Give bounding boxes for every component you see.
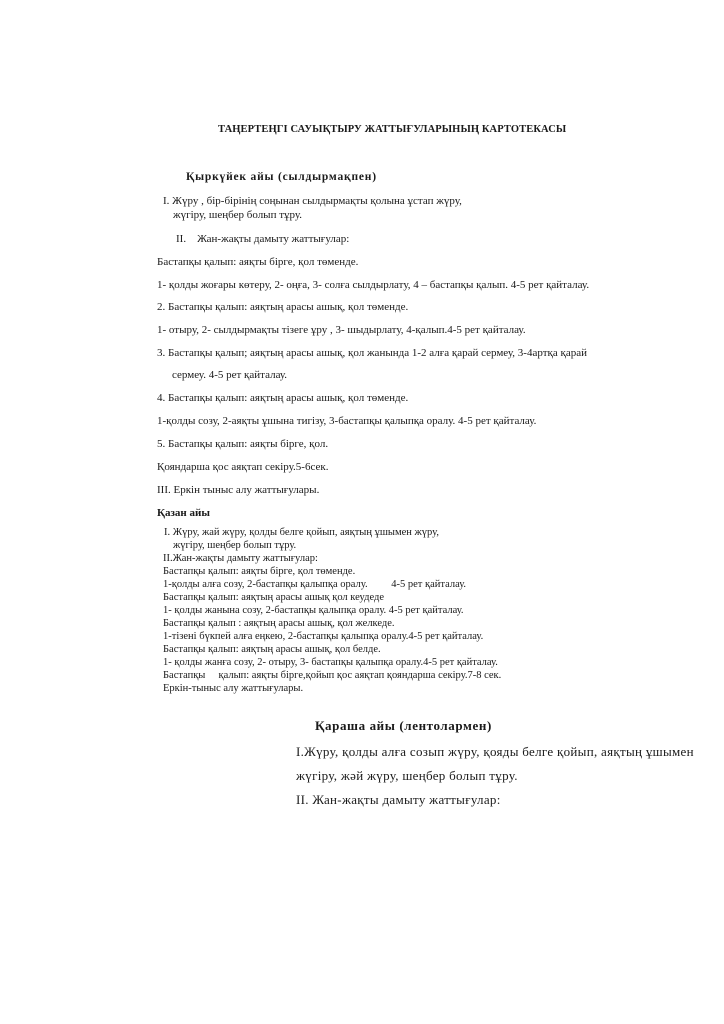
paragraph-line: 1- қолды жанға созу, 2- отыру, 3- бастапқы қалыпқа оралу.4-5 рет қайталау. bbox=[163, 657, 498, 668]
paragraph-line: жүгіру, шеңбер болып тұру. bbox=[173, 209, 303, 221]
paragraph-line: жүгіру, шеңбер болып тұру. bbox=[173, 540, 297, 551]
paragraph-line: 1-қолды алға созу, 2-бастапқы қалыпқа оралу. 4-5 рет қайталау. bbox=[163, 579, 467, 590]
paragraph-line: 1-қолды созу, 2-аяқты ұшына тигізу, 3-бастапқы қалыпқа оралу. 4-5 рет қайталау. bbox=[157, 415, 537, 427]
paragraph-line: Бастапқы қалып: аяқты бірге, қол төменде. bbox=[157, 256, 359, 268]
section-heading-october: Қазан айы bbox=[157, 507, 210, 519]
paragraph-line: Қояндарша қос аяқтап секіру.5-6сек. bbox=[157, 461, 329, 473]
paragraph-line: 2. Бастапқы қалып: аяқтың арасы ашық, қол төменде. bbox=[157, 301, 409, 313]
paragraph-line: 1- қолды жоғары көтеру, 2- оңға, 3- солға сылдырлату, 4 – бастапқы қалып. 4-5 рет қайталау. bbox=[157, 279, 590, 291]
paragraph-line: 1- отыру, 2- сылдырмақты тізеге ұру , 3- шыдырлату, 4-қалып.4-5 рет қайталау. bbox=[157, 324, 526, 336]
paragraph-line: Бастапқы қалып: аяқтың арасы ашық, қол белде. bbox=[163, 644, 381, 655]
paragraph-line: II.Жан-жақты дамыту жаттығулар: bbox=[163, 553, 318, 564]
paragraph-line: I. Жүру, жай жүру, қолды белге қойып, аяқтың ұшымен жүру, bbox=[164, 527, 439, 538]
page-title: ТАҢЕРТЕҢГІ САУЫҚТЫРУ ЖАТТЫҒУЛАРЫНЫҢ КАРТОТЕКАСЫ bbox=[218, 124, 567, 135]
paragraph-line: 5. Бастапқы қалып: аяқты бірге, қол. bbox=[157, 438, 329, 450]
paragraph-line: Бастапқы қалып: аяқтың арасы ашық қол кеудеде bbox=[163, 592, 384, 603]
paragraph-line: Еркін-тыныс алу жаттығулары. bbox=[163, 683, 304, 694]
section-heading-november: Қараша айы (лентолармен) bbox=[315, 718, 492, 733]
paragraph-line: I. Жүру , бір-бірінің соңынан сылдырмақты қолына ұстап жүру, bbox=[163, 195, 462, 207]
section-heading-september: Қыркүйек айы (сылдырмақпен) bbox=[186, 171, 377, 183]
paragraph-line: Бастапқы қалып : аяқтың арасы ашық, қол желкеде. bbox=[163, 618, 395, 629]
paragraph-line: 1- қолды жанына созу, 2-бастапқы қалыпқа оралу. 4-5 рет қайталау. bbox=[163, 605, 464, 616]
paragraph-line: I.Жүру, қолды алға созып жүру, қояды белге қойып, аяқтың ұшымен bbox=[296, 744, 694, 759]
paragraph-line: II. Жан-жақты дамыту жаттығулар: bbox=[296, 792, 501, 807]
paragraph-line: Бастапқы қалып: аяқты бірге, қол төменде. bbox=[163, 566, 356, 577]
paragraph-line: жүгіру, жәй жүру, шеңбер болып тұру. bbox=[296, 768, 518, 783]
paragraph-line: 3. Бастапқы қалып; аяқтың арасы ашық, қол жанында 1-2 алға қарай сермеу, 3-4артқа қарай bbox=[157, 347, 587, 359]
paragraph-line: II. Жан-жақты дамыту жаттығулар: bbox=[176, 233, 350, 245]
paragraph-line: Бастапқы қалып: аяқты бірге,қойып қос аяқтап қояндарша секіру.7-8 сек. bbox=[163, 670, 502, 681]
paragraph-line: 1-тізені бүкпей алға еңкею, 2-бастапқы қалыпқа оралу.4-5 рет қайталау. bbox=[163, 631, 484, 642]
paragraph-line: 4. Бастапқы қалып: аяқтың арасы ашық, қол төменде. bbox=[157, 392, 409, 404]
paragraph-line: III. Еркін тыныс алу жаттығулары. bbox=[157, 484, 320, 496]
paragraph-line: сермеу. 4-5 рет қайталау. bbox=[172, 369, 288, 381]
